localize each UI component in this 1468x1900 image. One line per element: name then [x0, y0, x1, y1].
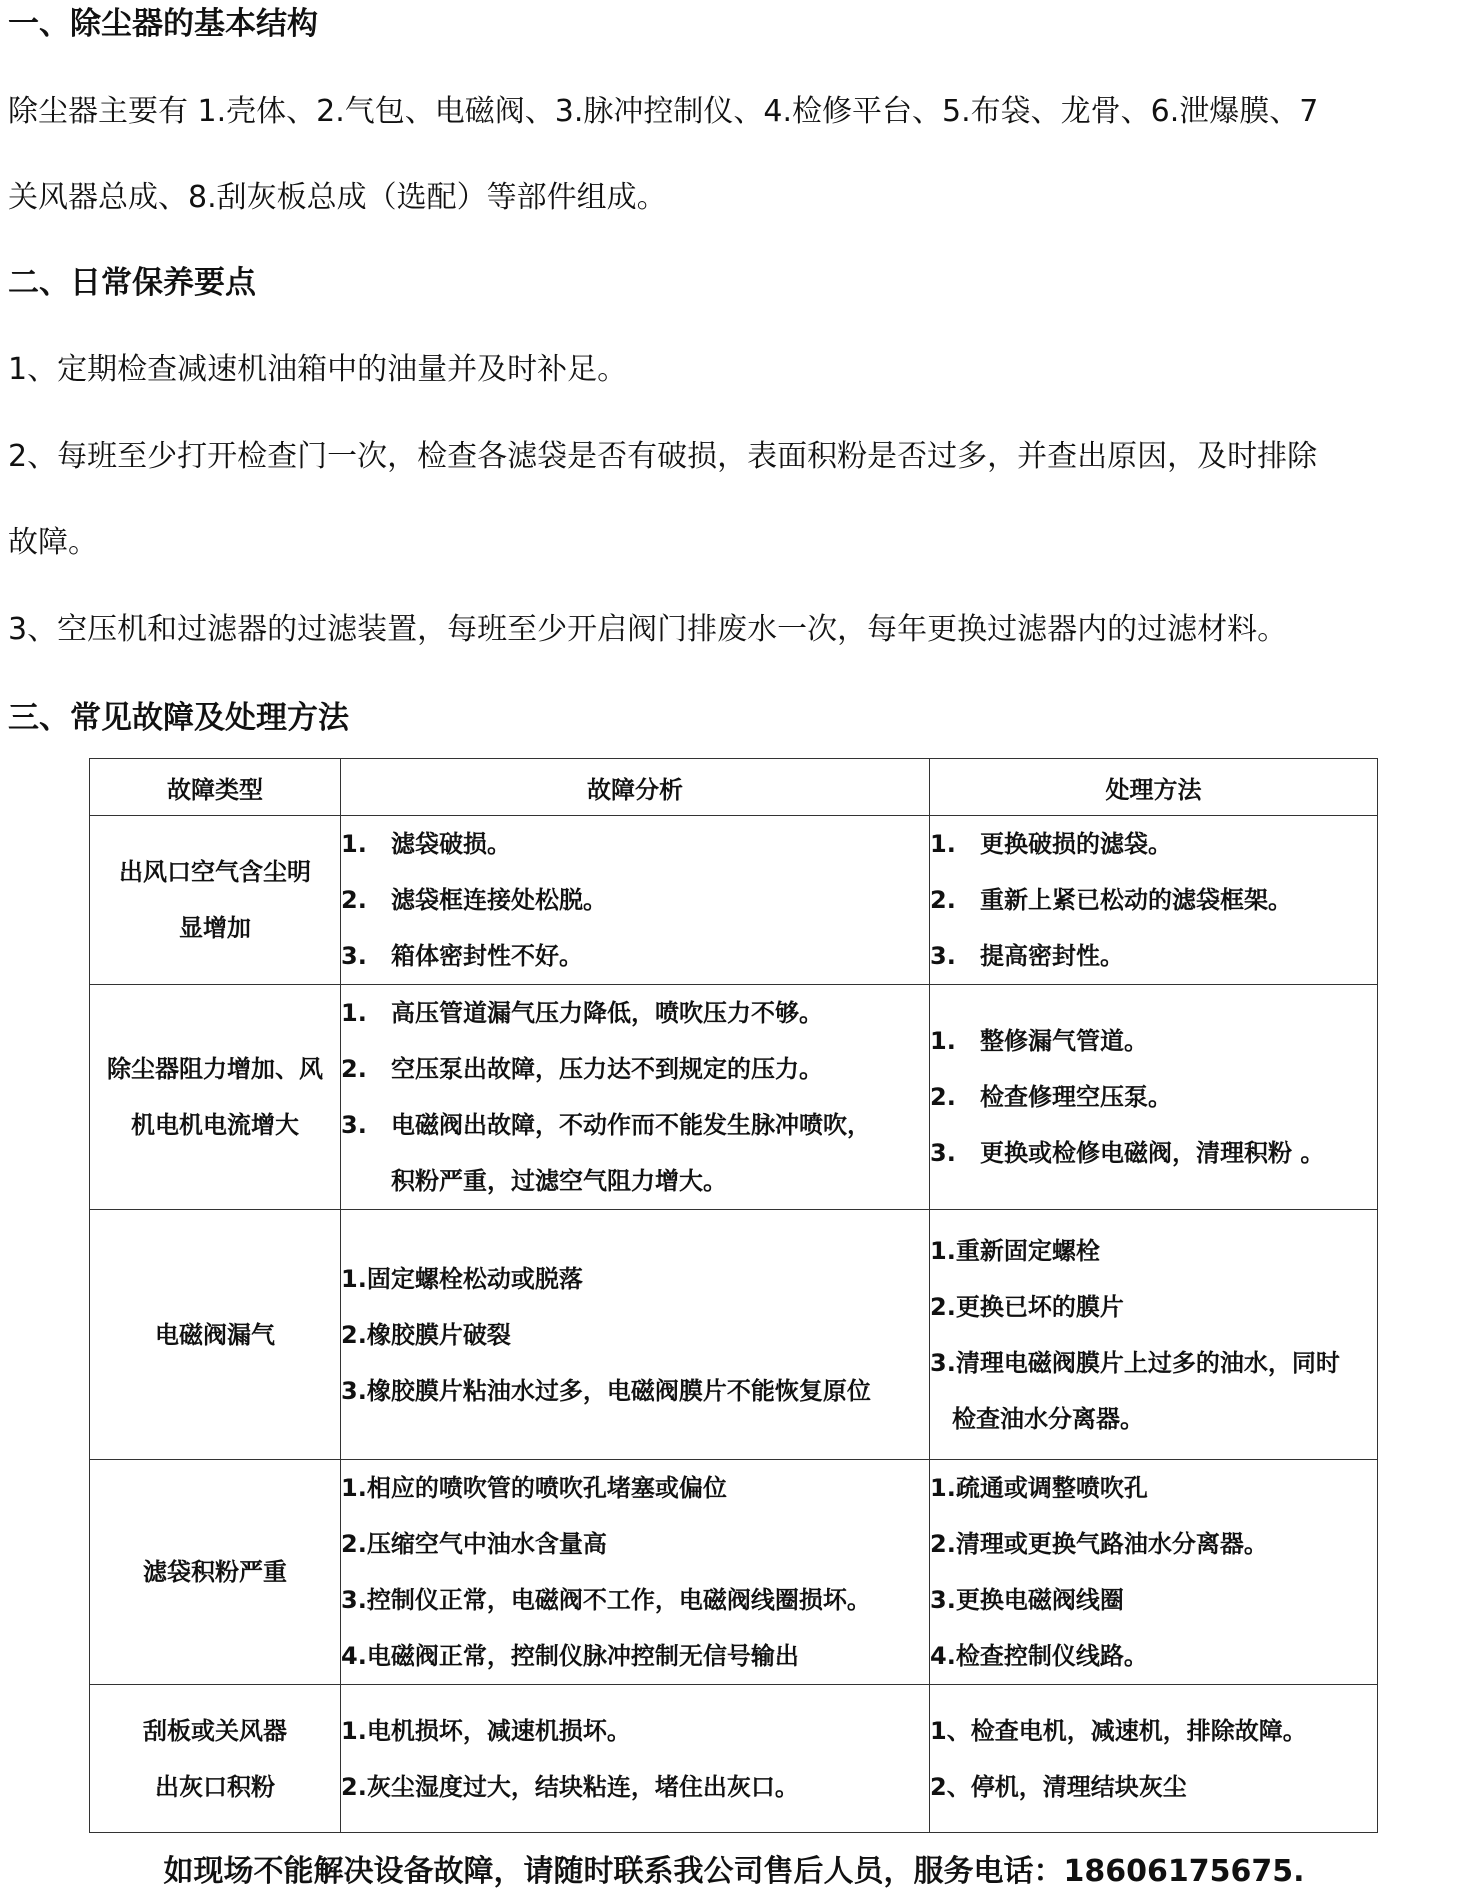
analysis-cell	[341, 1460, 930, 1685]
list-item-continuation: 检查油水分离器。	[952, 1404, 1144, 1433]
analysis-cell	[341, 985, 930, 1210]
column-header-analysis: 故障分析	[341, 759, 930, 816]
method-cell	[930, 1210, 1378, 1460]
list-item: 2.压缩空气中油水含量高	[341, 1530, 607, 1558]
list-item: 4.检查控制仪线路。	[930, 1642, 1148, 1670]
list-item: 3. 箱体密封性不好。	[341, 942, 583, 970]
list-item: 2、停机，清理结块灰尘	[930, 1772, 1187, 1801]
method-cell	[930, 816, 1378, 985]
list-item: 3.更换电磁阀线圈	[930, 1586, 1124, 1614]
fault-type-line: 机电机电流增大	[131, 1111, 299, 1139]
table-row	[90, 816, 1378, 985]
list-item: 2.清理或更换气路油水分离器。	[930, 1530, 1268, 1558]
list-item: 1.重新固定螺栓	[930, 1236, 1100, 1265]
table-header-row	[90, 759, 1378, 816]
section-heading-structure: 一、除尘器的基本结构	[8, 6, 318, 42]
list-item: 2.更换已坏的膜片	[930, 1292, 1124, 1321]
maintenance-item-1: 1、定期检查减速机油箱中的油量并及时补足。	[8, 352, 628, 387]
table-row	[90, 1685, 1378, 1833]
list-item: 2. 空压泵出故障，压力达不到规定的压力。	[341, 1055, 823, 1083]
method-cell	[930, 985, 1378, 1210]
maintenance-item-3: 3、空压机和过滤器的过滤装置，每班至少开启阀门排废水一次，每年更换过滤器内的过滤材料。	[8, 612, 1288, 647]
fault-type-line: 刮板或关风器	[143, 1716, 287, 1745]
analysis-cell	[341, 816, 930, 985]
list-item: 3. 更换或检修电磁阀，清理积粉 。	[930, 1139, 1325, 1167]
list-item: 1.固定螺栓松动或脱落	[341, 1264, 583, 1293]
list-item: 1. 整修漏气管道。	[930, 1027, 1148, 1055]
fault-type-line: 电磁阀漏气	[155, 1320, 275, 1349]
list-item: 4.电磁阀正常，控制仪脉冲控制无信号输出	[341, 1642, 799, 1670]
list-item: 1、检查电机，减速机，排除故障。	[930, 1716, 1307, 1745]
list-item: 1.电机损坏，减速机损坏。	[341, 1716, 631, 1745]
section-heading-maintenance: 二、日常保养要点	[8, 265, 256, 301]
maintenance-item-2-line2: 故障。	[8, 525, 98, 560]
list-item: 3. 电磁阀出故障，不动作而不能发生脉冲喷吹，	[341, 1111, 871, 1139]
table-row	[90, 1210, 1378, 1460]
structure-paragraph-line2: 关风器总成、8.刮灰板总成（选配）等部件组成。	[8, 180, 667, 215]
maintenance-item-2-line1: 2、每班至少打开检查门一次，检查各滤袋是否有破损，表面积粉是否过多，并查出原因，及时排除	[8, 439, 1318, 474]
fault-type-line: 出灰口积粉	[155, 1772, 275, 1801]
fault-type-line: 显增加	[179, 914, 251, 942]
column-header-fault-type: 故障类型	[90, 759, 341, 816]
contact-footer: 如现场不能解决设备故障，请随时联系我公司售后人员，服务电话：18606175675.	[163, 1854, 1305, 1889]
list-item-continuation: 积粉严重，过滤空气阻力增大。	[391, 1167, 727, 1195]
fault-type-cell	[90, 1685, 341, 1833]
list-item: 3.橡胶膜片粘油水过多，电磁阀膜片不能恢复原位	[341, 1376, 871, 1405]
fault-type-line: 滤袋积粉严重	[143, 1558, 287, 1586]
fault-type-cell	[90, 1210, 341, 1460]
table-row	[90, 985, 1378, 1210]
list-item: 3. 提高密封性。	[930, 942, 1124, 970]
list-item: 3.控制仪正常，电磁阀不工作，电磁阀线圈损坏。	[341, 1586, 871, 1614]
structure-paragraph-line1: 除尘器主要有 1.壳体、2.气包、电磁阀、3.脉冲控制仪、4.检修平台、5.布袋、龙骨、6.泄爆膜、7	[8, 94, 1319, 129]
list-item: 1. 滤袋破损。	[341, 830, 511, 858]
fault-type-cell	[90, 1460, 341, 1685]
analysis-cell	[341, 1210, 930, 1460]
section-heading-faults: 三、常见故障及处理方法	[8, 700, 349, 736]
fault-type-cell	[90, 816, 341, 985]
list-item: 1.疏通或调整喷吹孔	[930, 1474, 1148, 1502]
fault-type-line: 除尘器阻力增加、风	[107, 1055, 323, 1083]
list-item: 1. 高压管道漏气压力降低，喷吹压力不够。	[341, 999, 823, 1027]
list-item: 2. 检查修理空压泵。	[930, 1083, 1172, 1111]
list-item: 2.橡胶膜片破裂	[341, 1320, 511, 1349]
table-row	[90, 1460, 1378, 1685]
analysis-cell	[341, 1685, 930, 1833]
fault-type-line: 出风口空气含尘明	[119, 858, 311, 886]
method-cell	[930, 1685, 1378, 1833]
fault-table	[89, 758, 1378, 1833]
list-item: 1. 更换破损的滤袋。	[930, 830, 1172, 858]
method-cell	[930, 1460, 1378, 1685]
fault-type-cell	[90, 985, 341, 1210]
list-item: 1.相应的喷吹管的喷吹孔堵塞或偏位	[341, 1474, 727, 1502]
list-item: 2. 重新上紧已松动的滤袋框架。	[930, 886, 1292, 914]
list-item: 3.清理电磁阀膜片上过多的油水，同时	[930, 1348, 1340, 1377]
column-header-method: 处理方法	[930, 759, 1378, 816]
list-item: 2. 滤袋框连接处松脱。	[341, 886, 607, 914]
list-item: 2.灰尘湿度过大，结块粘连，堵住出灰口。	[341, 1772, 799, 1801]
